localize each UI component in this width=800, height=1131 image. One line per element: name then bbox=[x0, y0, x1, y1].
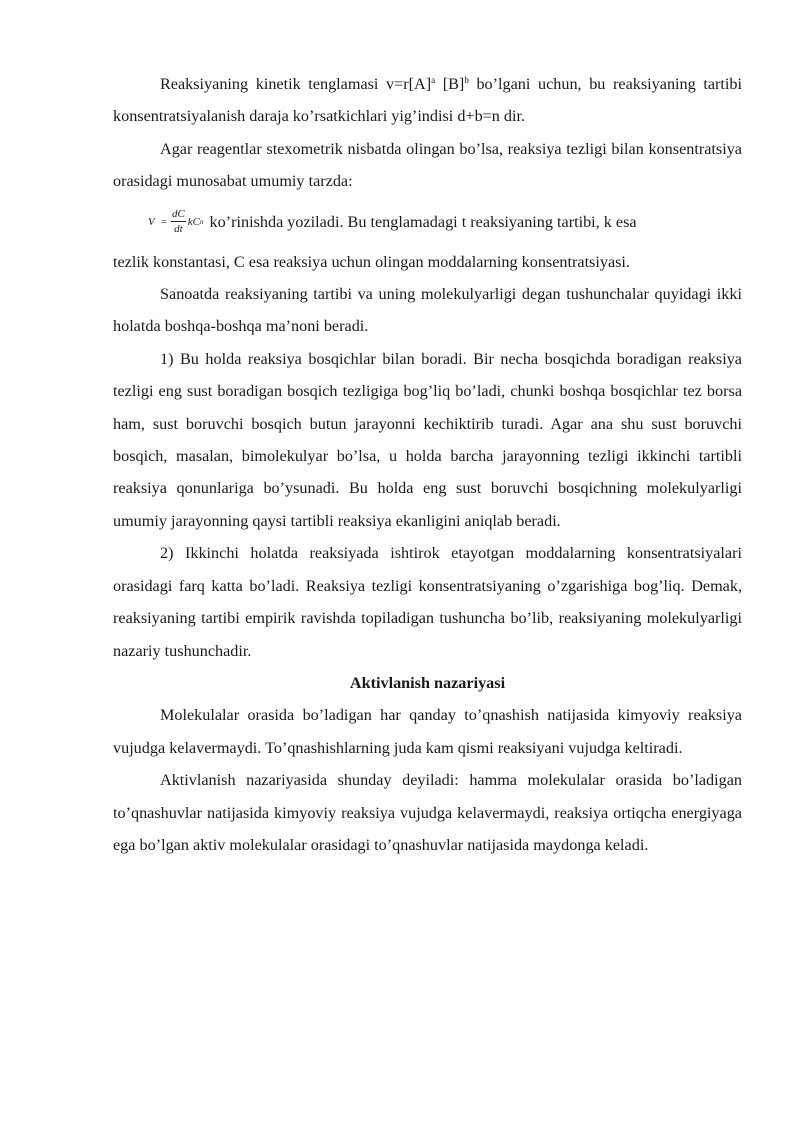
formula-lhs: V bbox=[148, 215, 155, 228]
paragraph-formula-continuation: tezlik konstantasi, C esa reaksiya uchun olingan moddalarning konsentratsiyasi. bbox=[113, 252, 630, 271]
paragraph-stoichiometric: Agar reagentlar stexometrik nisbatda olingan bo’lsa, reaksiya tezligi bilan konsentratsiya orasidagi munosabat umumiy tarzda: bbox=[113, 139, 742, 191]
exponent-a: a bbox=[431, 75, 436, 85]
formula-fraction bbox=[171, 209, 186, 235]
exponent-b: b bbox=[464, 75, 469, 85]
formula-numerator: dC bbox=[171, 208, 185, 221]
paragraph-text: [B] bbox=[435, 75, 465, 93]
paragraph-collisions: Molekulalar orasida bo’ladigan har qanday to’qnashish natijasida kimyoviy reaksiya vujudga kelavermaydi. To’qnashishlarning juda kam qismi reaksiyani vujudga keltiradi. bbox=[113, 706, 742, 757]
formula-line bbox=[113, 200, 742, 245]
paragraph-industry: Sanoatda reaksiyaning tartibi va uning molekulyarligi degan tushunchalar quyidagi ikki holatda boshqa-boshqa ma’noni beradi. bbox=[113, 285, 742, 336]
document-body bbox=[113, 68, 742, 861]
paragraph-activation-theory: Aktivlanish nazariyasida shunday deyiladi: hamma molekulalar orasida bo’ladigan to’qnashuvlar natijasida kimyoviy reaksiya vujudga kelavermaydi, reaksiya ortiqcha energiyaga ega bo’lgan aktiv molekulalar orasidagi to’qnashuvlar natijasida maydonga keladi. bbox=[113, 771, 742, 854]
rate-formula: V = $\frac{dC}{dt}$ kC n bbox=[148, 208, 204, 236]
paragraph-text: ko’rinishda yoziladi. Bu tenglamadagi t reaksiyaning tartibi, k esa bbox=[209, 212, 637, 231]
paragraph-text: Reaksiyaning kinetik tenglamasi v=r[A] bbox=[160, 75, 432, 93]
formula-rhs: kC bbox=[187, 215, 201, 228]
section-heading: Aktivlanish nazariyasi bbox=[349, 673, 506, 692]
formula-equals: = bbox=[160, 215, 167, 228]
formula-denominator: dt bbox=[174, 223, 183, 236]
paragraph-case-1: 1) Bu holda reaksiya bosqichlar bilan boradi. Bir necha bosqichda boradigan reaksiya tezligi eng sust boradigan bosqich tezligiga bog’liq bo’ladi, chunki boshqa bosqichlar tez borsa ham, sust boruvchi bosqich butun jarayonni kechiktirib turadi. Agar ana shu sust boruvchi bosqich, masalan, bimolekulyar bo’lsa, u holda barcha jarayonning tezligi ikkinchi tartibli reaksiya qonunlariga bo’ysunadi. Bu holda eng sust boruvchi bosqichning molekulyarligi umumiy jarayonning qaysi tartibli reaksiya ekanligini aniqlab beradi. bbox=[113, 349, 742, 530]
paragraph-case-2: 2) Ikkinchi holatda reaksiyada ishtirok etayotgan moddalarning konsentratsiyalari orasidagi farq katta bo’ladi. Reaksiya tezligi konsentratsiyaning o’zgarishiga bog’liq. Demak, reaksiyaning tartibi empirik ravishda topiladigan tushuncha bo’lib, reaksiyaning molekulyarligi nazariy tushunchadir. bbox=[113, 544, 742, 660]
paragraph-text: bo’lgani uchun, bu reaksiyaning tartibi konsentratsiyalanish daraja ko’rsatkichlari yig’indisi d+b=n dir. bbox=[113, 75, 742, 126]
paragraph-kinetic-equation bbox=[113, 68, 742, 133]
